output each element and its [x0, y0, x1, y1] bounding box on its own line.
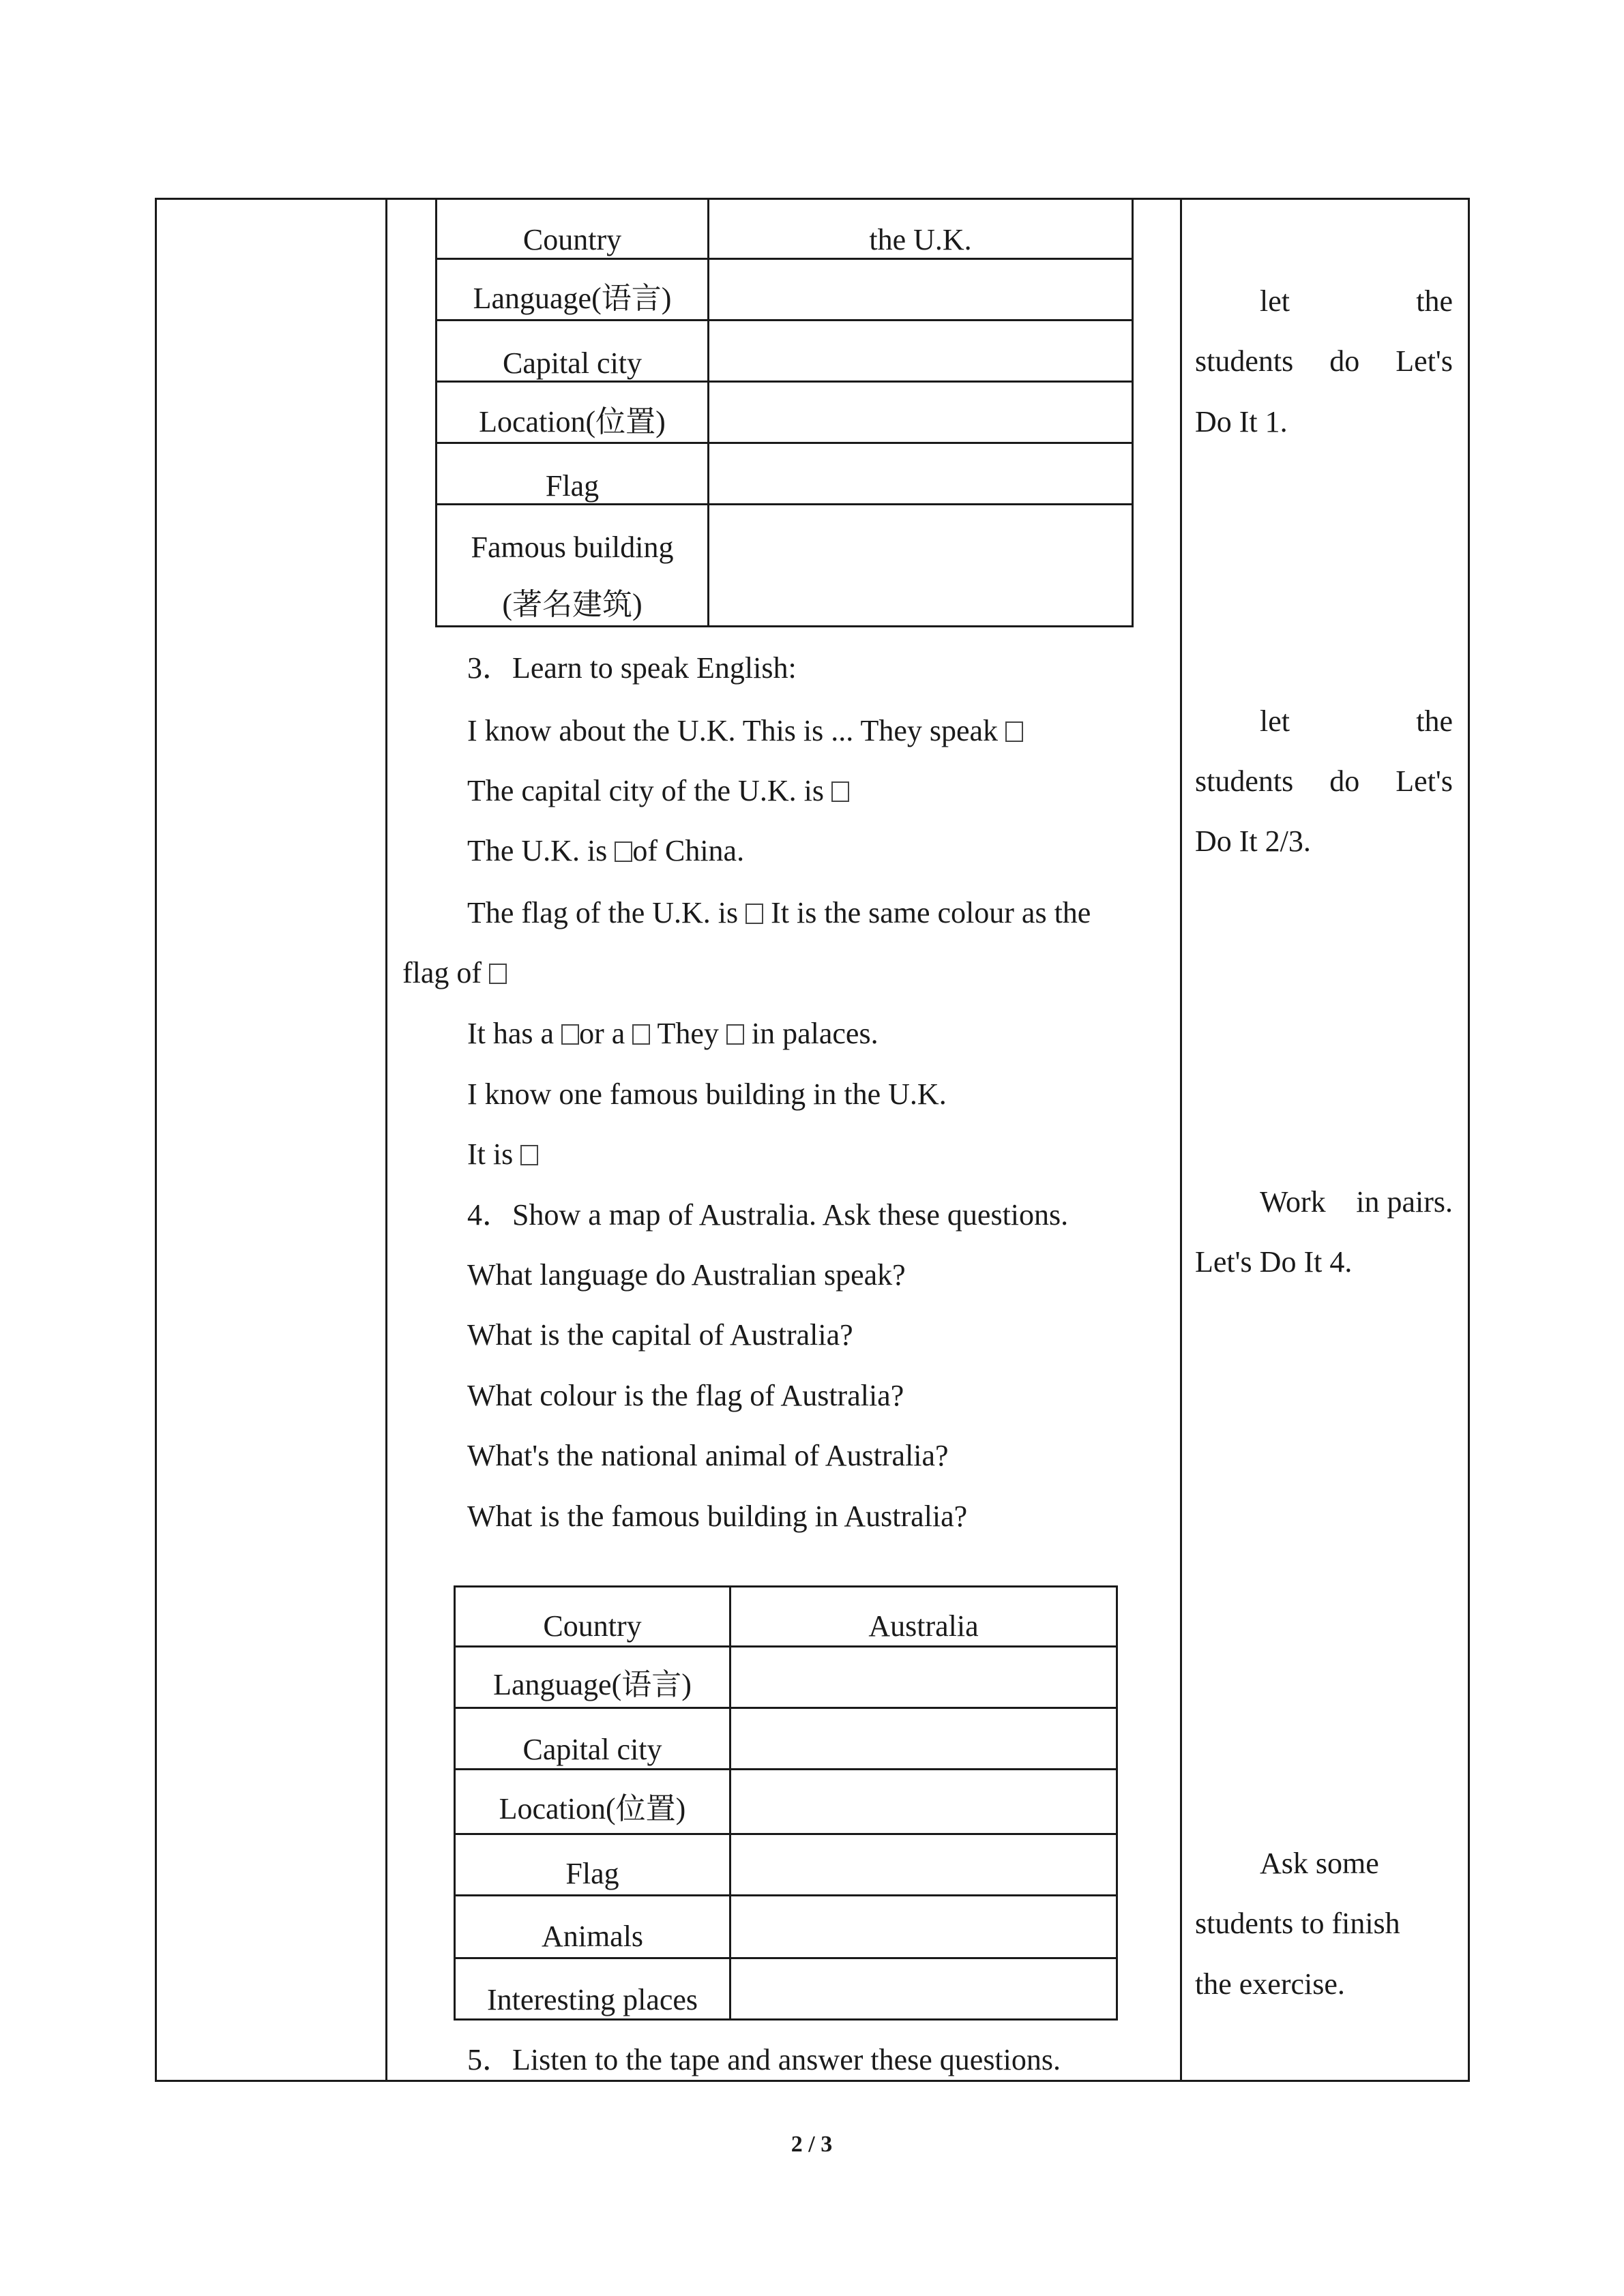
note-word: Let's: [1396, 344, 1453, 378]
table1-famous-building-label: Famous building: [471, 531, 674, 564]
note-word: the: [1416, 704, 1453, 738]
note4-line1: Ask some: [1260, 1847, 1379, 1880]
table2-row-line: [454, 1707, 1118, 1709]
note-word: let: [1260, 704, 1290, 738]
table2-row-line: [454, 1833, 1118, 1835]
table1-col-divider: [707, 198, 709, 627]
page-number: 2 / 3: [791, 2132, 833, 2157]
note-word: let: [1260, 284, 1290, 318]
section3-heading: 3．Learn to speak English:: [467, 651, 797, 685]
table1-capital-label: Capital city: [502, 346, 643, 380]
section4-question: What is the famous building in Australia?: [467, 1500, 968, 1533]
section3-text: The capital city of the U.K. is: [467, 774, 824, 807]
section3-text: The flag of the U.K. is: [467, 896, 739, 929]
note-word: do: [1329, 764, 1360, 798]
table2-country-label: Country: [543, 1609, 642, 1643]
table1-right-border: [1132, 198, 1134, 627]
section3-text: flag of: [402, 956, 482, 989]
table2-right-border: [1116, 1585, 1118, 2021]
section3-text: or a: [579, 1017, 625, 1050]
table1-famous-building-label-cn: (著名建筑): [502, 588, 643, 621]
blank-box: [632, 1024, 650, 1045]
note4-line3: the exercise.: [1195, 1967, 1345, 2001]
table1-bottom-border: [435, 625, 1134, 627]
section3-line-2: [467, 771, 849, 811]
blank-box: [745, 904, 763, 924]
section4-heading: 4．Show a map of Australia. Ask these questions.: [467, 1198, 1069, 1232]
note-word: the: [1416, 284, 1453, 318]
note1-line1: [1260, 281, 1453, 322]
note2-line1: [1260, 701, 1453, 742]
table2-location-label: Location(位置): [499, 1792, 686, 1825]
table2-row-line: [454, 1894, 1118, 1896]
blank-box: [615, 841, 632, 862]
table2-col-divider: [729, 1585, 731, 2021]
outer-table-divider-1: [385, 198, 387, 2082]
table1-country-label: Country: [522, 223, 622, 256]
table2-language-label: Language(语言): [493, 1668, 692, 1701]
section3-text: It is: [467, 1137, 514, 1171]
section3-line-3: [467, 831, 744, 871]
table2-flag-label: Flag: [565, 1857, 619, 1890]
outer-table-right-border: [1468, 198, 1470, 2082]
blank-box: [1005, 721, 1023, 742]
section3-line-1: [467, 711, 1023, 751]
outer-table-top-border: [155, 198, 1470, 200]
section3-text: I know about the U.K. This is ... They speak: [467, 714, 999, 747]
note-word: students: [1195, 764, 1294, 798]
note-word: students: [1195, 344, 1294, 378]
section3-line-7: I know one famous building in the U.K.: [467, 1077, 947, 1111]
note2-line3: Do It 2/3.: [1195, 824, 1311, 858]
section3-text: It has a: [467, 1017, 555, 1050]
note1-line3: Do It 1.: [1195, 405, 1288, 438]
table1-language-label: Language(语言): [473, 282, 672, 315]
blank-box: [489, 964, 507, 984]
note-word: do: [1329, 344, 1360, 378]
table1-location-label: Location(位置): [479, 405, 666, 438]
section3-line-8: [467, 1134, 538, 1175]
section4-question: What colour is the flag of Australia?: [467, 1379, 904, 1412]
section3-text: The U.K. is: [467, 834, 608, 867]
table1-row-line: [435, 319, 1134, 321]
table2-animals-label: Animals: [541, 1920, 644, 1953]
table1-flag-label: Flag: [545, 469, 600, 503]
section5-heading: 5．Listen to the tape and answer these questions.: [467, 2043, 1061, 2076]
note-word: Work: [1260, 1185, 1326, 1219]
blank-box: [520, 1145, 538, 1165]
outer-table-left-border: [155, 198, 157, 2082]
note-word: in pairs.: [1356, 1185, 1453, 1219]
section3-text: They: [657, 1017, 719, 1050]
table2-row-line: [454, 1957, 1118, 1959]
blank-box: [561, 1024, 579, 1045]
note3-line2: Let's Do It 4.: [1195, 1245, 1353, 1279]
section3-text: It is the same colour as the: [771, 896, 1091, 929]
note3-line1: [1260, 1182, 1453, 1223]
note2-line2: [1195, 761, 1453, 802]
blank-box: [831, 781, 849, 802]
section3-text: in palaces.: [751, 1017, 879, 1050]
note1-line2: [1195, 341, 1453, 382]
section3-line-6: [467, 1013, 879, 1054]
section4-question: What's the national animal of Australia?: [467, 1439, 949, 1472]
outer-table-divider-2: [1180, 198, 1182, 2082]
section3-text: of China.: [632, 834, 745, 867]
note4-line2: students to finish: [1195, 1907, 1400, 1940]
table2-top-border: [454, 1585, 1118, 1587]
table2-interesting-places-label: Interesting places: [486, 1983, 698, 2016]
table1-country-value: the U.K.: [869, 223, 972, 256]
section4-question: What is the capital of Australia?: [467, 1318, 853, 1352]
section3-line-4: [467, 893, 1091, 934]
table2-country-value: Australia: [868, 1609, 979, 1643]
section4-question: What language do Australian speak?: [467, 1258, 906, 1292]
blank-box: [726, 1024, 744, 1045]
table2-capital-label: Capital city: [522, 1733, 662, 1766]
section3-line-5: [402, 953, 507, 994]
note-word: Let's: [1396, 764, 1453, 798]
